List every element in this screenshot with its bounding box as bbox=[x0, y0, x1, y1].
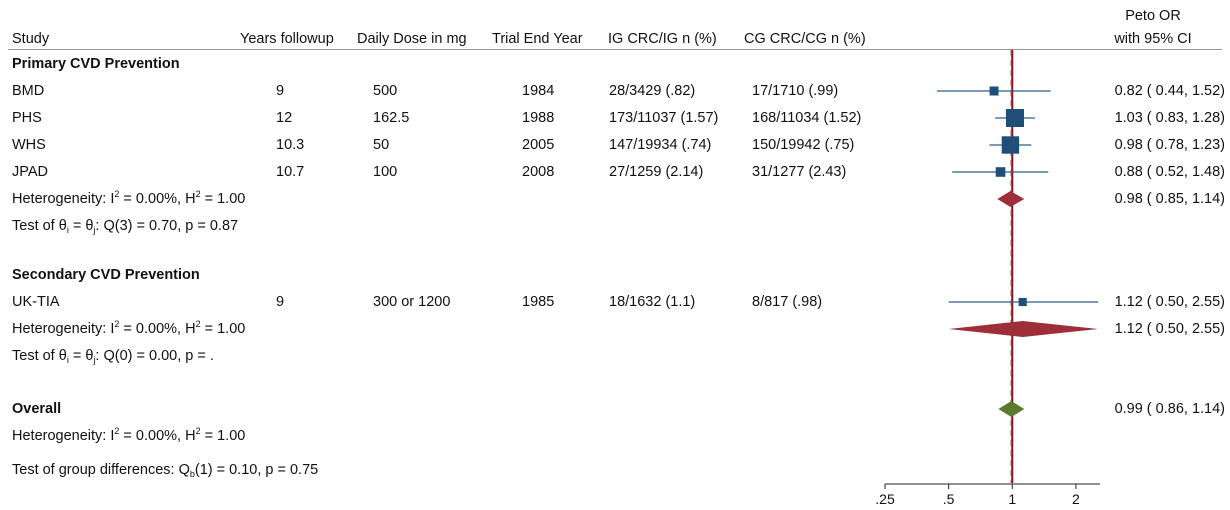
study-ci: 1.03 ( 0.83, 1.28) bbox=[1114, 110, 1225, 126]
pooled-diamond bbox=[949, 321, 1099, 337]
study-end-year: 1985 bbox=[522, 294, 555, 310]
study-cg: 31/1277 (2.43) bbox=[752, 164, 847, 180]
header-ig: IG CRC/IG n (%) bbox=[608, 31, 717, 47]
study-marker bbox=[1019, 298, 1027, 306]
heterogeneity-text: Heterogeneity: $I^2 = 0.00\%$, $H^2 = 1.00$ bbox=[12, 189, 246, 207]
homogeneity-test-text: Test of $\theta_i = \theta_j$: Q(0) = 0.00, p = . bbox=[12, 348, 214, 365]
study-ig: 173/11037 (1.57) bbox=[609, 110, 719, 126]
study-dose: 100 bbox=[373, 164, 398, 180]
x-tick-label: .5 bbox=[942, 491, 955, 507]
study-name: JPAD bbox=[12, 164, 48, 180]
study-marker bbox=[996, 167, 1006, 177]
pooled-ci: 1.12 ( 0.50, 2.55) bbox=[1114, 321, 1225, 337]
overall-ci: 0.99 ( 0.86, 1.14) bbox=[1114, 401, 1225, 417]
study-cg: 8/817 (.98) bbox=[752, 294, 823, 310]
header-daily-dose: Daily Dose in mg bbox=[357, 31, 467, 47]
study-name: WHS bbox=[12, 137, 46, 153]
group-title: Secondary CVD Prevention bbox=[12, 267, 200, 283]
study-cg: 17/1710 (.99) bbox=[752, 83, 839, 99]
study-dose: 50 bbox=[373, 137, 390, 153]
x-tick-label: 1 bbox=[1008, 491, 1017, 507]
study-years: 10.3 bbox=[276, 137, 305, 153]
study-ig: 18/1632 (1.1) bbox=[609, 294, 696, 310]
study-end-year: 1984 bbox=[522, 83, 555, 99]
homogeneity-test-text: Test of $\theta_i = \theta_j$: Q(3) = 0.70, p = 0.87 bbox=[12, 218, 239, 235]
pooled-diamond bbox=[997, 191, 1024, 207]
study-dose: 162.5 bbox=[373, 110, 410, 126]
study-name: BMD bbox=[12, 83, 45, 99]
study-dose: 300 or 1200 bbox=[373, 294, 451, 310]
header-years-followup: Years followup bbox=[240, 31, 334, 47]
study-years: 12 bbox=[276, 110, 293, 126]
header-study: Study bbox=[12, 31, 50, 47]
study-cg: 168/11034 (1.52) bbox=[752, 110, 862, 126]
study-ci: 0.88 ( 0.52, 1.48) bbox=[1114, 164, 1225, 180]
study-dose: 500 bbox=[373, 83, 398, 99]
x-tick-label: 2 bbox=[1072, 491, 1080, 507]
header-effect-line2: with 95% CI bbox=[1114, 31, 1192, 47]
study-end-year: 2008 bbox=[522, 164, 555, 180]
x-tick-label: .25 bbox=[875, 491, 895, 507]
study-cg: 150/19942 (.75) bbox=[752, 137, 855, 153]
study-marker bbox=[990, 87, 999, 96]
study-ig: 27/1259 (2.14) bbox=[609, 164, 704, 180]
study-marker bbox=[1006, 109, 1024, 127]
study-years: 9 bbox=[276, 83, 285, 99]
study-ig: 147/19934 (.74) bbox=[609, 137, 712, 153]
study-years: 9 bbox=[276, 294, 285, 310]
study-ig: 28/3429 (.82) bbox=[609, 83, 696, 99]
pooled-ci: 0.98 ( 0.85, 1.14) bbox=[1114, 191, 1225, 207]
study-name: PHS bbox=[12, 110, 42, 126]
pooled-diamond bbox=[998, 401, 1024, 417]
header-trial-end-year: Trial End Year bbox=[492, 31, 583, 47]
study-end-year: 2005 bbox=[522, 137, 555, 153]
study-ci: 1.12 ( 0.50, 2.55) bbox=[1114, 294, 1225, 310]
study-years: 10.7 bbox=[276, 164, 305, 180]
group-differences-test-text: Test of group differences: $Q_b(1) = 0.10$, p = 0.75 bbox=[12, 462, 319, 479]
overall-heterogeneity-text: Heterogeneity: $I^2 = 0.00\%$, $H^2 = 1.00$ bbox=[12, 426, 246, 444]
heterogeneity-text: Heterogeneity: $I^2 = 0.00\%$, $H^2 = 1.00$ bbox=[12, 319, 246, 337]
overall-title: Overall bbox=[12, 401, 62, 417]
study-ci: 0.82 ( 0.44, 1.52) bbox=[1114, 83, 1225, 99]
study-name: UK-TIA bbox=[12, 294, 60, 310]
study-end-year: 1988 bbox=[522, 110, 555, 126]
study-ci: 0.98 ( 0.78, 1.23) bbox=[1114, 137, 1225, 153]
header-cg: CG CRC/CG n (%) bbox=[744, 31, 866, 47]
header-effect-line1: Peto OR bbox=[1125, 8, 1181, 24]
study-marker bbox=[1002, 136, 1019, 153]
group-title: Primary CVD Prevention bbox=[12, 56, 180, 72]
